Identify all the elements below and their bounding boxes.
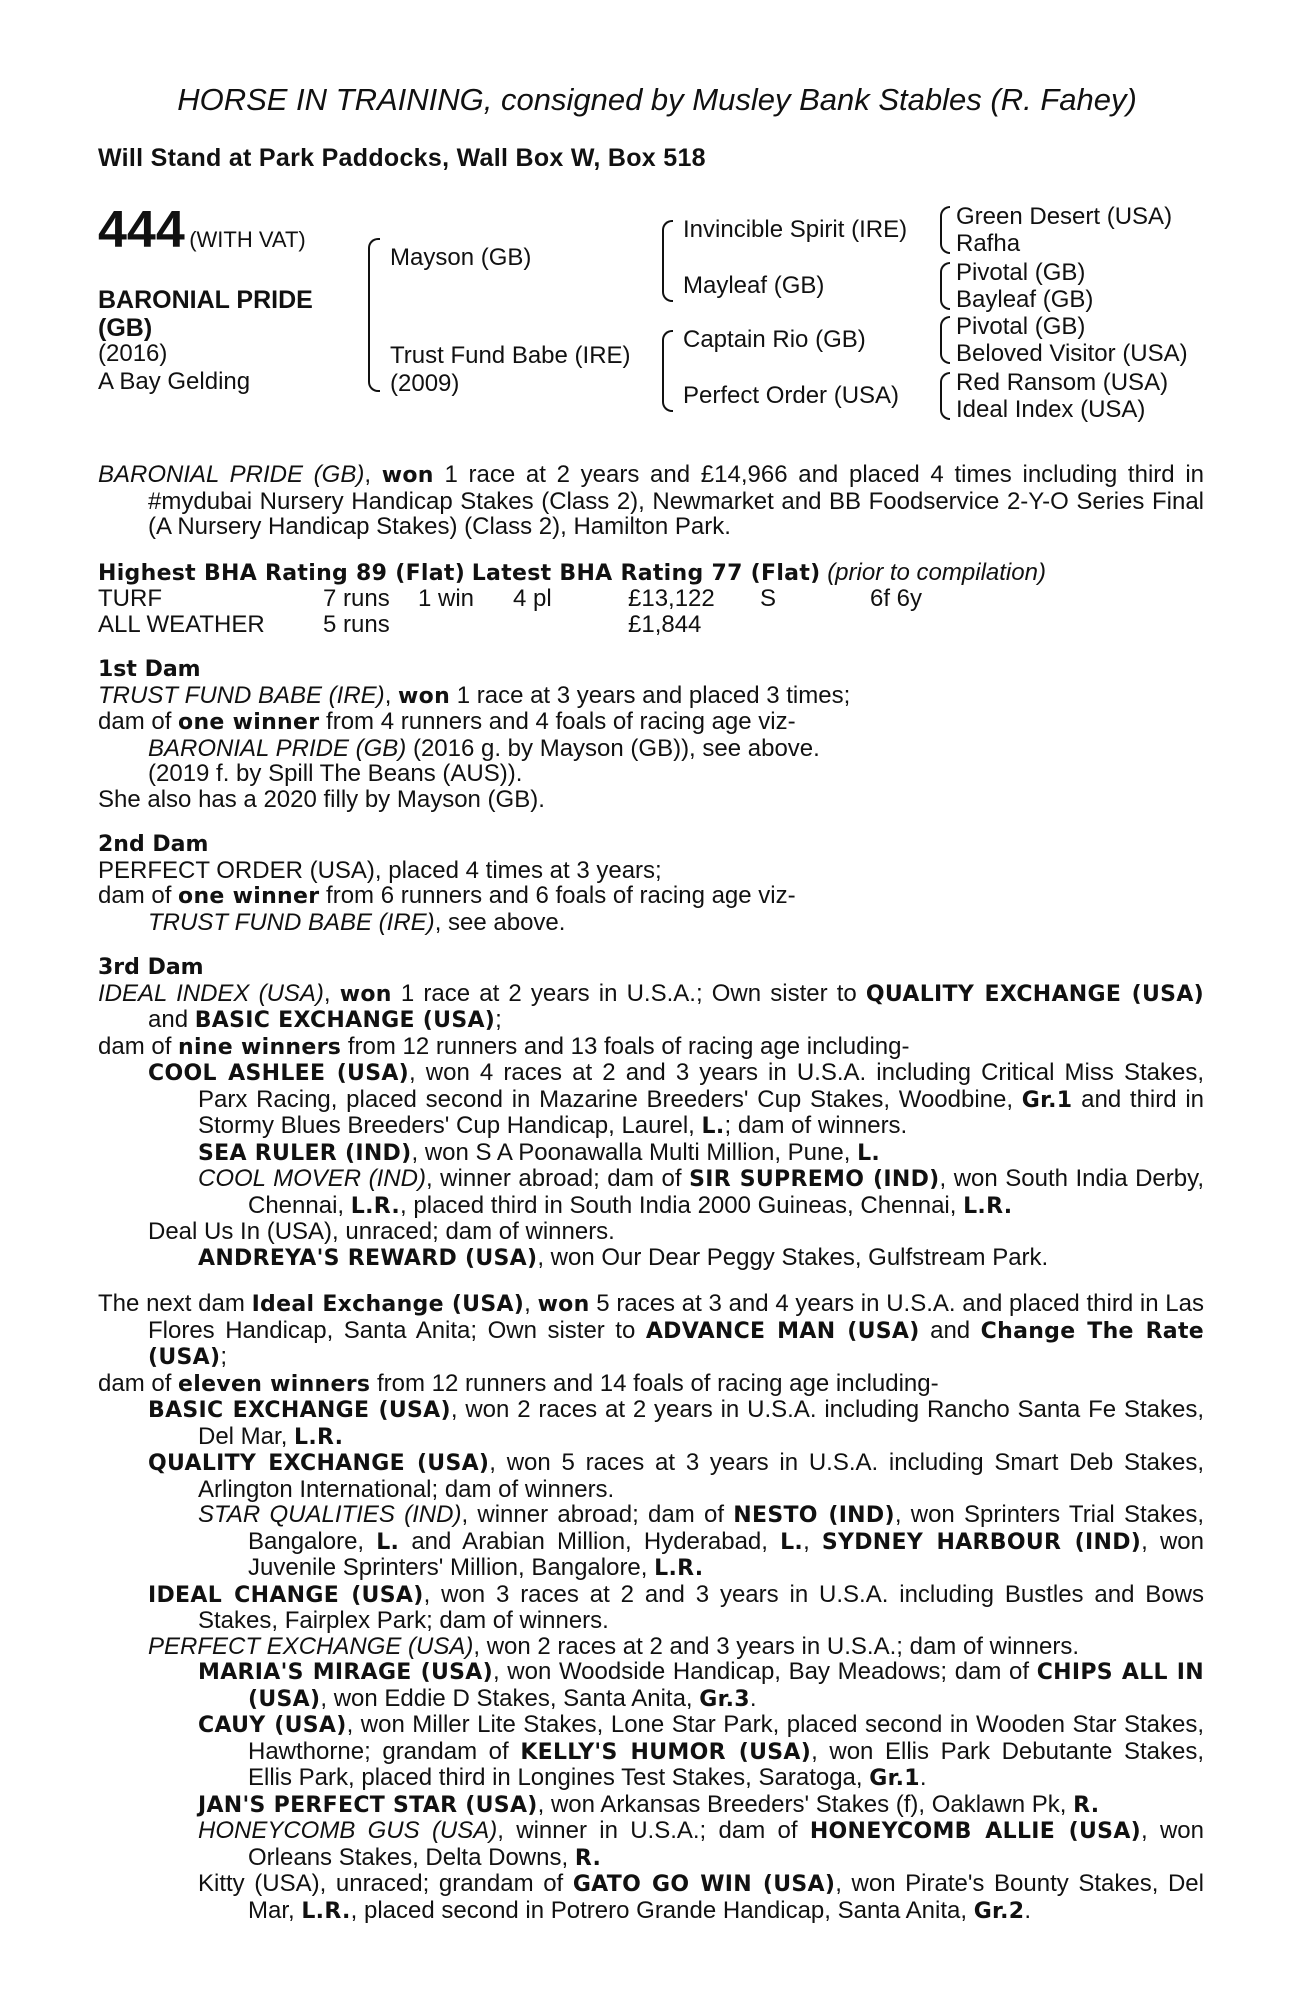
horse: KELLY'S HUMOR (USA) <box>520 1739 812 1765</box>
next-dam-name: Ideal Exchange (USA) <box>251 1292 525 1317</box>
summary-comma: , <box>364 461 382 488</box>
horse: ANDREYA'S REWARD (USA) <box>198 1245 538 1271</box>
next-dam-line <box>98 1291 1204 1371</box>
horse: GATO GO WIN (USA) <box>572 1872 836 1897</box>
produce-star-qualities <box>98 1502 1204 1582</box>
produce-deal-us-in: Deal Us In (USA), unraced; dam of winners. <box>148 1218 615 1245</box>
text: , won S A Poonawalla Multi Million, Pune, <box>411 1138 858 1166</box>
pedigree-ds-dam: Beloved Visitor (USA) <box>956 340 1188 367</box>
stat-going <box>760 612 870 638</box>
produce-honeycomb-gus <box>98 1818 1204 1871</box>
foal-name: TRUST FUND BABE (IRE) <box>148 908 435 936</box>
horse: COOL ASHLEE (USA) <box>148 1061 410 1086</box>
horse: SIR SUPREMO (IND) <box>689 1167 940 1192</box>
text: , winner abroad; dam of <box>425 1165 690 1192</box>
pedigree-dam-year: (2009) <box>390 370 460 397</box>
grade: Gr.1 <box>1021 1087 1073 1113</box>
foaling-year: (2016) <box>98 340 168 367</box>
text: , won Woodside Handicap, Bay Meadows; dam of <box>492 1658 1037 1685</box>
grade: L. <box>780 1529 804 1555</box>
gen3-brace-1 <box>940 206 950 254</box>
grade: R. <box>574 1845 602 1871</box>
text: , winner abroad; dam of <box>461 1501 734 1528</box>
dam-of: dam of <box>98 708 179 735</box>
stat-wins: 1 win <box>418 585 475 612</box>
pedigree-sire-dam: Mayleaf (GB) <box>683 272 825 299</box>
sister-name: BASIC EXCHANGE (USA) <box>194 1008 496 1033</box>
semicolon: ; <box>220 1343 228 1370</box>
produce-marias-mirage <box>98 1659 1204 1712</box>
stat-prize: £13,122 <box>628 585 715 612</box>
first-dam-also: She also has a 2020 filly by Mayson (GB). <box>98 785 545 813</box>
produce-text: from 4 runners and 4 foals of racing age viz- <box>319 708 796 735</box>
text: , won Ellis Park Debutante Stakes, Ellis Park, placed third in Longines Test Stakes, Saratoga, <box>248 1737 1204 1791</box>
stats-row-all-weather <box>98 612 1204 638</box>
period: . <box>749 1684 757 1712</box>
produce-quality-exchange <box>98 1450 1204 1502</box>
winner-count: eleven winners <box>178 1371 371 1397</box>
winner-count: one winner <box>178 710 320 735</box>
rating-heading <box>98 560 1204 587</box>
produce-cool-mover <box>98 1166 1204 1219</box>
sire-line-brace <box>662 220 673 302</box>
won: won <box>339 981 392 1007</box>
text: , won Juvenile Sprinters' Million, Bangalore, <box>248 1527 1204 1581</box>
first-dam-foal-2: (2019 f. by Spill The Beans (AUS)). <box>148 760 523 787</box>
text: , won 5 races at 3 years in U.S.A. including Smart Deb Stakes, Arlington International; dam of winners. <box>198 1449 1205 1503</box>
consigner-line: HORSE IN TRAINING, consigned by Musley Bank Stables (R. Fahey) <box>177 82 1137 117</box>
text: 5 races at 3 and 4 years in U.S.A. and placed third in Las Flores Handicap, Santa Anita; Own sister to <box>148 1290 1204 1344</box>
pedigree-dam: Trust Fund Babe (IRE) <box>390 342 631 369</box>
stat-runs: 7 runs <box>323 585 390 612</box>
third-dam-produce <box>98 1034 1204 1061</box>
horse: CAUY (USA) <box>198 1713 347 1738</box>
grade: L.R. <box>350 1193 401 1219</box>
next-dam-produce <box>98 1371 1204 1398</box>
second-dam-produce <box>98 883 1204 910</box>
text: , placed third in South India 2000 Guineas, Chennai, <box>400 1191 964 1219</box>
horse: JAN'S PERFECT STAR (USA) <box>198 1792 538 1818</box>
text: The next dam <box>98 1290 252 1317</box>
stat-going: S <box>760 585 777 612</box>
pedigree-dd-dam: Ideal Index (USA) <box>956 396 1146 423</box>
produce-cauy <box>98 1712 1204 1792</box>
grade: L.R. <box>654 1556 704 1581</box>
lot-number-block <box>98 200 306 260</box>
horse: ADVANCE MAN (USA) <box>645 1318 920 1344</box>
lot-number: 444 <box>98 201 185 259</box>
comma: , <box>803 1527 822 1555</box>
gen3-brace-3 <box>940 316 950 364</box>
horse: NESTO (IND) <box>733 1503 895 1528</box>
produce-basic-exchange <box>98 1397 1204 1450</box>
stand-location: Will Stand at Park Paddocks, Wall Box W, Box 518 <box>98 144 706 172</box>
period: . <box>1024 1896 1032 1924</box>
pedigree-dam-dam: Perfect Order (USA) <box>683 382 900 409</box>
horse: IDEAL CHANGE (USA) <box>148 1582 424 1608</box>
first-dam-foal-1 <box>98 736 1204 762</box>
stat-placed <box>513 612 628 638</box>
dam-of: dam of <box>98 1369 179 1397</box>
grade: L.R. <box>301 1898 351 1924</box>
rating-latest: Latest BHA Rating 77 (Flat) <box>471 560 821 586</box>
first-dam-produce <box>98 709 1204 736</box>
grade: Gr.1 <box>869 1766 920 1791</box>
pedigree-dam-sire: Captain Rio (GB) <box>683 326 866 353</box>
text: , won Orleans Stakes, Delta Downs, <box>248 1817 1205 1871</box>
first-dam-heading: 1st Dam <box>98 657 201 682</box>
produce-perfect-exchange <box>98 1634 1204 1660</box>
grade: L. <box>701 1114 725 1139</box>
stat-prize: £1,844 <box>628 610 702 638</box>
produce-andreyas-reward <box>98 1245 1204 1272</box>
foal-text: (2016 g. by Mayson (GB)), see above. <box>406 734 820 762</box>
text: , won South India Derby, Chennai, <box>248 1165 1204 1219</box>
produce-sea-ruler <box>98 1140 1204 1167</box>
semicolon: ; <box>495 1006 502 1033</box>
pedigree-dd-sire: Red Ransom (USA) <box>956 369 1169 396</box>
second-dam-foal <box>98 910 1204 936</box>
comma: , <box>524 1290 538 1317</box>
stat-surface: ALL WEATHER <box>98 610 265 638</box>
text: , won Sprinters Trial Stakes, Bangalore, <box>248 1501 1204 1555</box>
grade: Gr.3 <box>699 1686 750 1712</box>
dam-of: dam of <box>98 882 179 909</box>
horse: STAR QUALITIES (IND) <box>198 1501 462 1528</box>
text: , won Pirate's Bounty Stakes, Del Mar, <box>248 1870 1204 1924</box>
text: , won 2 races at 2 years in U.S.A. including Rancho Santa Fe Stakes, Del Mar, <box>198 1396 1205 1450</box>
winner-count: one winner <box>178 884 320 909</box>
horse: BASIC EXCHANGE (USA) <box>148 1398 451 1423</box>
text: , won Arkansas Breeders' Stakes (f), Oaklawn Pk, <box>537 1790 1074 1818</box>
pedigree-ss-dam: Rafha <box>956 230 1021 257</box>
and: and <box>148 1006 195 1033</box>
first-dam-won: won <box>398 683 451 709</box>
pedigree-sire-sire: Invincible Spirit (IRE) <box>683 216 908 243</box>
first-dam-name: TRUST FUND BABE (IRE) <box>98 681 385 709</box>
text: Kitty (USA), unraced; grandam of <box>198 1870 573 1897</box>
horse: COOL MOVER (IND) <box>198 1165 426 1192</box>
grade: Gr.2 <box>973 1898 1025 1924</box>
sire-dam-brace <box>368 238 380 392</box>
third-dam-name: IDEAL INDEX (USA) <box>98 979 324 1007</box>
horse-description: A Bay Gelding <box>98 368 251 395</box>
grade: L. <box>857 1140 881 1166</box>
stat-surface: TURF <box>98 585 162 612</box>
text: , placed second in Potrero Grande Handicap, Santa Anita, <box>350 1896 974 1924</box>
third-dam-line <box>98 981 1204 1034</box>
summary-text: 1 race at 2 years and £14,966 and placed 4 times including third in #mydubai Nursery Handicap Stakes (Class 2), Newmarket and BB Foodservice 2-Y-O Series Final (A Nursery Handicap Stakes) (Class 2), Hamilton Park. <box>148 461 1205 540</box>
text: , won Eddie D Stakes, Santa Anita, <box>320 1684 700 1712</box>
produce-ideal-change <box>98 1582 1204 1634</box>
foal-text: , see above. <box>434 908 566 936</box>
grade: R. <box>1073 1792 1100 1818</box>
pedigree-sire: Mayson (GB) <box>390 244 532 271</box>
summary-won: won <box>381 463 434 488</box>
horse: Change The Rate (USA) <box>148 1318 1204 1370</box>
rating-highest: Highest BHA Rating 89 (Flat) <box>98 560 466 586</box>
won: won <box>537 1292 590 1317</box>
winner-count: nine winners <box>178 1034 342 1060</box>
stats-row-turf <box>98 586 1204 612</box>
grade: L.R. <box>294 1424 344 1450</box>
text: , winner in U.S.A.; dam of <box>497 1817 810 1844</box>
gen3-brace-2 <box>940 262 950 310</box>
stat-wins <box>418 612 513 638</box>
produce-kitty <box>98 1871 1204 1924</box>
and: and <box>919 1316 981 1344</box>
gen3-brace-4 <box>940 372 950 420</box>
stat-distance: 6f 6y <box>870 585 923 612</box>
horse-country: (GB) <box>98 314 153 342</box>
foal-name: BARONIAL PRIDE (GB) <box>148 734 407 762</box>
vat-note: (WITH VAT) <box>189 227 306 252</box>
grade: L.R. <box>963 1193 1013 1219</box>
first-dam-line <box>98 683 1204 710</box>
horse-name: BARONIAL PRIDE <box>98 286 313 314</box>
pedigree-ds-sire: Pivotal (GB) <box>956 313 1086 340</box>
second-dam-line: PERFECT ORDER (USA), placed 4 times at 3 years; <box>98 856 662 884</box>
horse: QUALITY EXCHANGE (USA) <box>148 1451 490 1476</box>
produce-text: from 12 runners and 13 foals of racing age including- <box>341 1032 910 1060</box>
horse: SYDNEY HARBOUR (IND) <box>821 1529 1142 1555</box>
horse: SEA RULER (IND) <box>198 1140 412 1166</box>
stat-runs: 5 runs <box>323 610 390 638</box>
text: 1 race at 2 years in U.S.A.; Own sister to <box>391 979 866 1007</box>
stat-distance <box>870 612 990 638</box>
grade: L. <box>376 1529 400 1555</box>
pedigree-sd-dam: Bayleaf (GB) <box>956 286 1094 313</box>
third-dam-heading: 3rd Dam <box>98 955 204 980</box>
text: , won Our Dear Peggy Stakes, Gulfstream Park. <box>537 1243 1049 1271</box>
horse: HONEYCOMB ALLIE (USA) <box>809 1819 1142 1844</box>
produce-cool-ashlee <box>98 1060 1204 1140</box>
pedigree-sd-sire: Pivotal (GB) <box>956 259 1086 286</box>
produce-text: from 12 runners and 14 foals of racing age including- <box>370 1369 939 1397</box>
race-summary <box>98 462 1204 540</box>
text: and third in Stormy Blues Breeders' Cup Handicap, Laurel, <box>198 1085 1204 1139</box>
stat-placed: 4 pl <box>513 585 552 612</box>
produce-text: from 6 runners and 6 foals of racing age viz- <box>319 882 796 909</box>
pedigree-ss-sire: Green Desert (USA) <box>956 203 1173 230</box>
summary-horse-name: BARONIAL PRIDE (GB) <box>98 461 365 488</box>
rating-note: (prior to compilation) <box>827 558 1046 586</box>
produce-jans-perfect-star <box>98 1792 1204 1819</box>
horse: HONEYCOMB GUS (USA) <box>198 1817 498 1844</box>
catalogue-body <box>98 462 1204 1924</box>
text: ; dam of winners. <box>724 1112 908 1139</box>
text: , won 2 races at 2 and 3 years in U.S.A.; dam of winners. <box>473 1632 1079 1660</box>
text: and Arabian Million, Hyderabad, <box>399 1527 781 1555</box>
horse: MARIA'S MIRAGE (USA) <box>198 1660 493 1685</box>
comma: , <box>384 681 399 709</box>
period: . <box>919 1764 927 1791</box>
text: , won Miller Lite Stakes, Lone Star Park, placed second in Wooden Star Stakes, Hawthorne; grandam of <box>248 1711 1205 1765</box>
comma: , <box>323 979 340 1007</box>
text: , won 3 races at 2 and 3 years in U.S.A. including Bustles and Bows Stakes, Fairplex Park; dam of winners. <box>198 1580 1204 1634</box>
horse: PERFECT EXCHANGE (USA) <box>148 1632 474 1660</box>
dam-of: dam of <box>98 1032 179 1060</box>
first-dam-text: 1 race at 3 years and placed 3 times; <box>450 681 851 709</box>
sister-name: QUALITY EXCHANGE (USA) <box>865 981 1204 1007</box>
second-dam-heading: 2nd Dam <box>98 832 209 857</box>
text: , won 4 races at 2 and 3 years in U.S.A. including Critical Miss Stakes, Parx Racing, placed second in Mazarine Breeders' Cup Stakes, Woodbine, <box>198 1059 1204 1113</box>
dam-line-brace <box>662 330 673 412</box>
horse: CHIPS ALL IN (USA) <box>248 1660 1204 1712</box>
